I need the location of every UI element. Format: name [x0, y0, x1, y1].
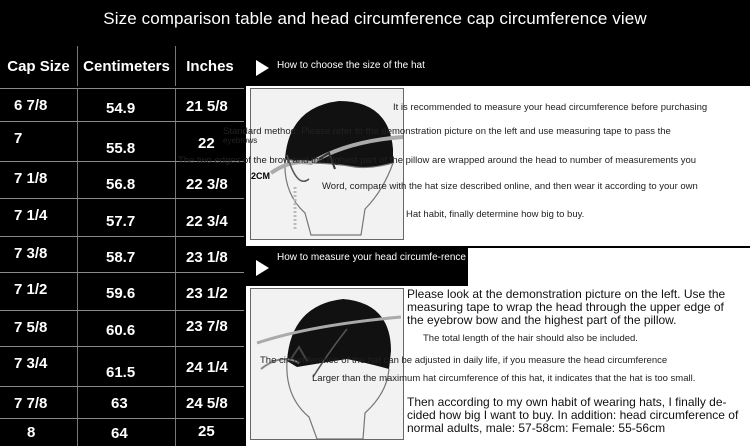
choose-size-header — [246, 48, 750, 86]
title-bar — [0, 0, 750, 44]
inches-cell: 22 3/4 — [186, 213, 228, 230]
measure-note-larger: Larger than the maximum hat circumference of this hat, it indicates that the hat is too small. — [312, 373, 696, 384]
header-centimeters: Centimeters — [78, 46, 176, 86]
cm-cell: 63 — [111, 395, 128, 412]
table-row — [0, 272, 244, 310]
cap-size-cell: 7 1/4 — [14, 207, 48, 224]
cm-cell: 58.7 — [106, 249, 136, 266]
cap-size-cell: 7 — [14, 130, 23, 147]
cap-size-cell: 7 3/8 — [14, 245, 48, 262]
photo-label: 2CM — [251, 171, 271, 181]
instruction-line: Hat habit, finally determine how big to buy. — [406, 209, 585, 220]
measure-header — [246, 248, 468, 286]
table-row — [0, 346, 244, 386]
inches-cell: 25 — [198, 423, 215, 440]
cm-cell: 55.8 — [106, 140, 136, 157]
cm-cell: 54.9 — [106, 100, 136, 117]
cap-size-cell: 7 1/2 — [14, 281, 48, 298]
inches-cell: 23 7/8 — [186, 318, 228, 335]
page-title: Size comparison table and head circumference cap circumference view — [103, 9, 647, 28]
instruction-line: It is recommended to measure your head circumference before purchasing — [393, 102, 708, 113]
inches-cell: 22 3/8 — [186, 176, 228, 193]
cap-size-cell: 7 5/8 — [14, 319, 48, 336]
inches-cell: 23 1/2 — [186, 285, 228, 302]
measure-note-hair: The total length of the hair should also be included. — [423, 333, 638, 344]
measure-heading: How to measure your head circumfe-rence — [277, 252, 466, 263]
table-row — [0, 386, 244, 418]
table-row — [0, 418, 244, 446]
inches-cell: 22 — [198, 135, 215, 152]
cm-cell: 59.6 — [106, 285, 136, 302]
table-row — [0, 161, 244, 198]
cap-size-cell: 7 7/8 — [14, 395, 48, 412]
table-row — [0, 198, 244, 236]
play-icon — [256, 60, 269, 76]
cm-cell: 57.7 — [106, 213, 136, 230]
instruction-line: Word, compare with the hat size described online, and then wear it according to your own — [322, 181, 698, 192]
table-row — [0, 236, 244, 272]
header-cap-size: Cap Size — [0, 46, 78, 86]
instruction-line: The two edges of the brow and the highest part of the pillow are wrapped around the head to number of measurements you — [178, 155, 697, 166]
inches-cell: 24 1/4 — [186, 359, 228, 376]
header-inches: Inches — [186, 57, 234, 75]
table-row — [0, 310, 244, 346]
play-icon — [256, 260, 269, 276]
cap-size-cell: 7 3/4 — [14, 355, 48, 372]
inches-cell: 24 5/8 — [186, 395, 228, 412]
cm-cell: 64 — [111, 425, 128, 442]
cm-cell: 56.8 — [106, 176, 136, 193]
cap-size-cell: 7 1/8 — [14, 170, 48, 187]
measure-conclusion-box: Then according to my own habit of wearing hats, I finally de-cided how big I want to buy. In addition: head circumference of normal adults, male: 57-58cm: Female: 55-56cm — [407, 396, 747, 435]
choose-size-heading: How to choose the size of the hat — [277, 60, 425, 71]
measure-instruction-box: Please look at the demonstration picture on the left. Use the measuring tape to wrap the head through the upper edge of the eyebrow bow and the highest part of the pillow. — [407, 288, 737, 327]
cap-size-cell: 8 — [27, 424, 36, 441]
measure-note-adjust: The circumference of the hat can be adjusted in daily life, if you measure the head circumference — [260, 355, 668, 366]
cap-size-cell: 6 7/8 — [14, 97, 48, 114]
inches-cell: 23 1/8 — [186, 249, 228, 266]
size-table — [0, 46, 244, 446]
cm-cell: 61.5 — [106, 364, 136, 381]
table-row — [0, 88, 244, 121]
inches-cell: 21 5/8 — [186, 98, 228, 115]
table-header — [0, 46, 244, 86]
measure-panel — [246, 248, 750, 446]
cm-cell: 60.6 — [106, 322, 136, 339]
instruction-line: eyebrows — [223, 136, 258, 145]
instruction-line: Standard method: Please refer to the demonstration picture on the left and use measuring tape to pass the — [223, 126, 671, 137]
